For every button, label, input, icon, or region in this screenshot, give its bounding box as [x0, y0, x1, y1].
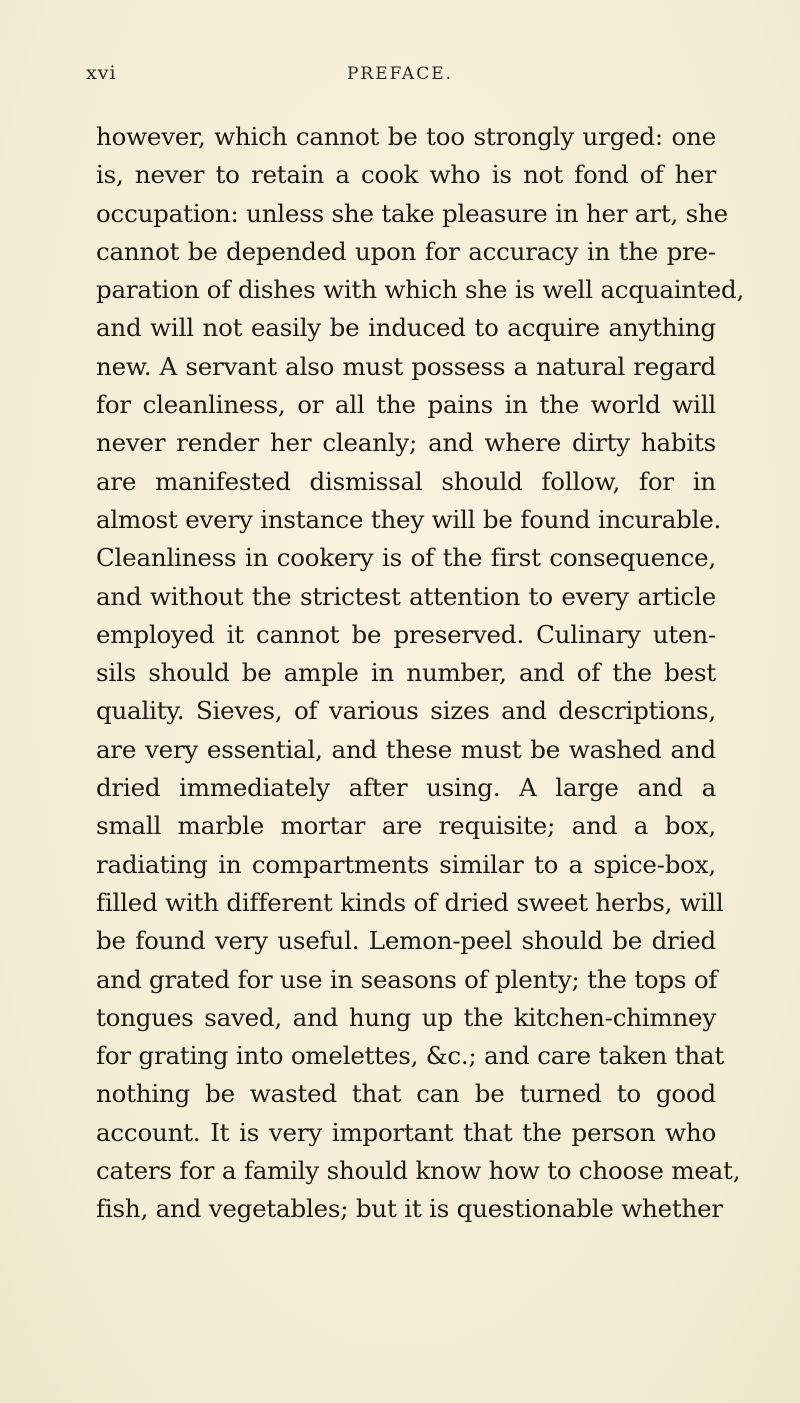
text-line: be found very useful. Lemon-peel should be dried	[96, 926, 716, 956]
text-line: however, which cannot be too strongly urged: one	[96, 122, 716, 151]
text-line: almost every instance they will be found incurable.	[96, 504, 722, 534]
text-line: radiating in compartments similar to a spice-box,	[96, 849, 716, 879]
text-line: and grated for use in seasons of plenty; the tops of	[96, 964, 718, 994]
text-line: for grating into omelettes, &c.; and care taken that	[96, 1041, 724, 1071]
text-line: and without the strictest attention to every article	[96, 581, 716, 611]
text-line: nothing be wasted that can be turned to good	[96, 1079, 716, 1109]
text-line: occupation: unless she take pleasure in her art, she	[96, 198, 728, 228]
text-line: fish, and vegetables; but it is questionable whether	[96, 1194, 723, 1224]
text-line: sils should be ample in number, and of the best	[96, 658, 716, 688]
text-line: Cleanliness in cookery is of the first consequence,	[96, 543, 716, 573]
page-header	[0, 62, 800, 92]
text-line: never render her cleanly; and where dirty habits	[96, 428, 716, 458]
text-line: tongues saved, and hung up the kitchen-chimney	[96, 1002, 716, 1032]
text-line: is, never to retain a cook who is not fond of her	[96, 160, 716, 190]
text-line: paration of dishes with which she is well acquainted,	[96, 275, 745, 305]
text-line: are manifested dismissal should follow, for in	[96, 466, 716, 496]
text-line: filled with different kinds of dried sweet herbs, will	[96, 887, 724, 917]
text-line: small marble mortar are requisite; and a box,	[96, 811, 716, 841]
text-line: caters for a family should know how to choose meat,	[96, 1156, 741, 1186]
text-line: new. A servant also must possess a natural regard	[96, 351, 716, 381]
text-line: are very essential, and these must be washed and	[96, 734, 716, 764]
page-number: xvi	[86, 62, 117, 84]
body-text	[96, 118, 745, 1229]
text-line: and will not easily be induced to acquire anything	[96, 313, 716, 343]
text-line: cannot be depended upon for accuracy in the pre-	[96, 236, 716, 266]
running-head: PREFACE.	[346, 64, 454, 84]
text-line: quality. Sieves, of various sizes and descriptions,	[96, 696, 716, 726]
text-line: for cleanliness, or all the pains in the world will	[96, 390, 716, 420]
text-line: employed it cannot be preserved. Culinary uten-	[96, 619, 716, 649]
text-line: dried immediately after using. A large and a	[96, 773, 716, 803]
text-line: account. It is very important that the person who	[96, 1117, 716, 1147]
